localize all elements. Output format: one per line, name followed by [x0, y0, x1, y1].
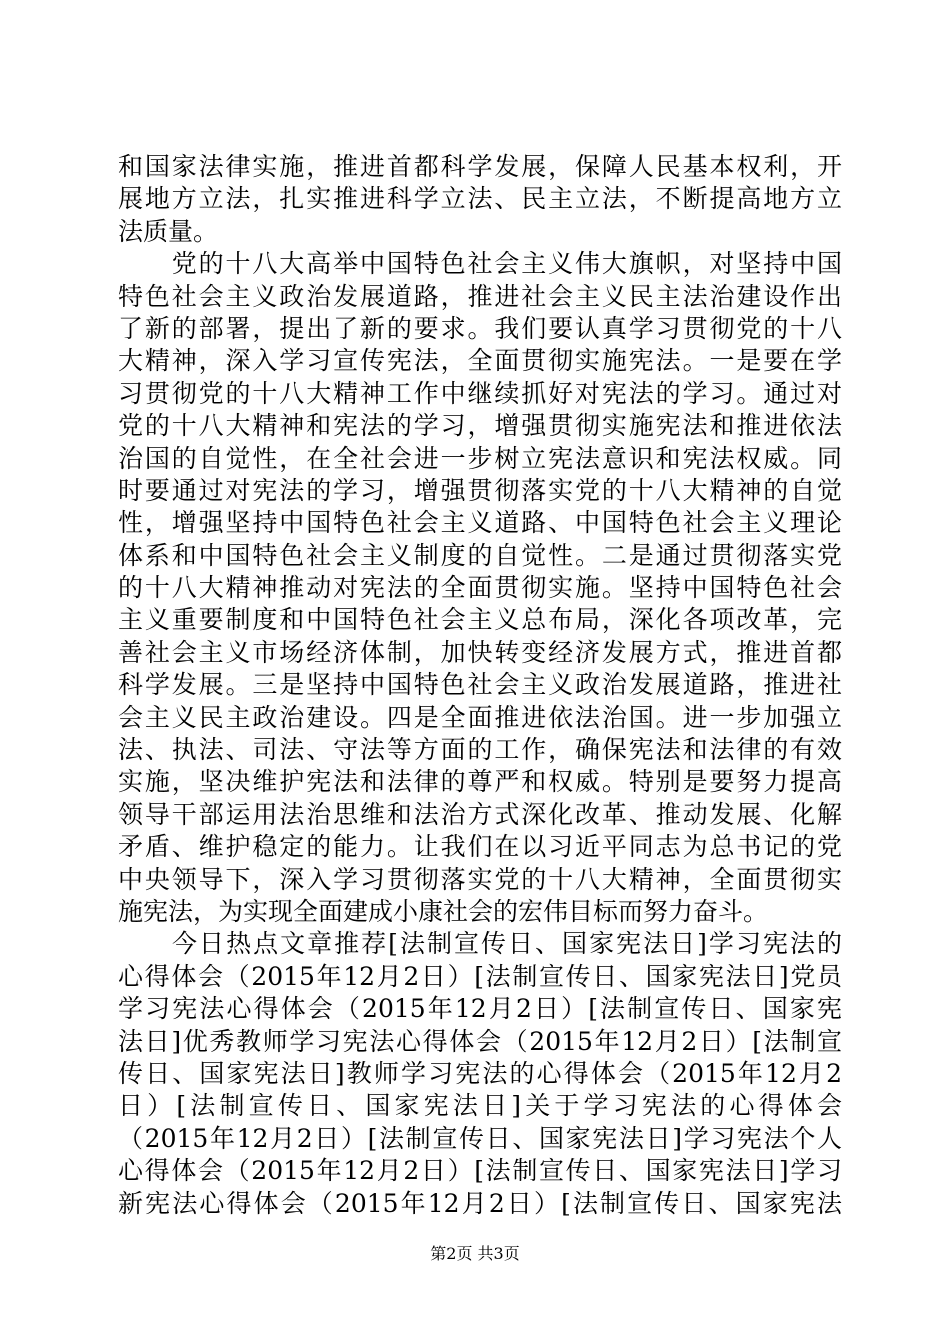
text-line: 今日热点文章推荐[法制宣传日、国家宪法日]学习宪法的 — [118, 929, 842, 959]
text-line: 会主义民主政治建设。四是全面推进依法治国。进一步加强立 — [118, 702, 842, 732]
text-line: 习贯彻党的十八大精神工作中继续抓好对宪法的学习。通过对 — [118, 378, 842, 408]
text-line: 展地方立法，扎实推进科学立法、民主立法，不断提高地方立 — [118, 184, 842, 214]
text-line: 治国的自觉性，在全社会进一步树立宪法意识和宪法权威。同 — [118, 443, 842, 473]
text-line: 中央领导下，深入学习贯彻落实党的十八大精神，全面贯彻实 — [118, 864, 842, 894]
text-line: 和国家法律实施，推进首都科学发展，保障人民基本权利，开 — [118, 152, 842, 181]
text-line: 时要通过对宪法的学习，增强贯彻落实党的十八大精神的自觉 — [118, 475, 842, 505]
text-line: 法质量。 — [118, 216, 219, 246]
text-line: 善社会主义市场经济体制，加快转变经济发展方式，推进首都 — [118, 637, 842, 667]
text-line: 心得体会（2015年12月2日）[法制宣传日、国家宪法日]学习 — [118, 1156, 842, 1186]
text-line: 科学发展。三是坚持中国特色社会主义政治发展道路，推进社 — [118, 670, 842, 700]
text-line: （2015年12月2日）[法制宣传日、国家宪法日]学习宪法个人 — [118, 1123, 842, 1153]
page-number-footer: 第2页 共3页 — [430, 1244, 520, 1263]
text-line: 特色社会主义政治发展道路，推进社会主义民主法治建设作出 — [118, 281, 842, 311]
text-line: 的十八大精神推动对宪法的全面贯彻实施。坚持中国特色社会 — [118, 573, 842, 603]
text-line: 心得体会（2015年12月2日）[法制宣传日、国家宪法日]党员 — [118, 961, 842, 991]
text-line: 矛盾、维护稳定的能力。让我们在以习近平同志为总书记的党 — [118, 832, 842, 862]
body-text — [118, 151, 842, 1220]
text-line: 传日、国家宪法日]教师学习宪法的心得体会（2015年12月2 — [118, 1058, 842, 1088]
text-line: 了新的部署，提出了新的要求。我们要认真学习贯彻党的十八 — [118, 313, 842, 343]
text-line: 大精神，深入学习宣传宪法，全面贯彻实施宪法。一是要在学 — [118, 346, 842, 376]
text-line: 施宪法，为实现全面建成小康社会的宏伟目标而努力奋斗。 — [118, 896, 769, 926]
text-line: 新宪法心得体会（2015年12月2日）[法制宣传日、国家宪法 — [118, 1188, 842, 1218]
text-line: 体系和中国特色社会主义制度的自觉性。二是通过贯彻落实党 — [118, 540, 842, 570]
text-line: 党的十八大精神和宪法的学习，增强贯彻实施宪法和推进依法 — [118, 411, 842, 441]
text-line: 领导干部运用法治思维和法治方式深化改革、推动发展、化解 — [118, 799, 842, 829]
text-line: 党的十八大高举中国特色社会主义伟大旗帜，对坚持中国 — [118, 249, 842, 279]
text-line: 实施，坚决维护宪法和法律的尊严和权威。特别是要努力提高 — [118, 767, 842, 797]
text-line: 日）[法制宣传日、国家宪法日]关于学习宪法的心得体会 — [118, 1091, 842, 1121]
text-line: 法日]优秀教师学习宪法心得体会（2015年12月2日）[法制宣 — [118, 1026, 842, 1056]
text-line: 学习宪法心得体会（2015年12月2日）[法制宣传日、国家宪 — [118, 994, 842, 1024]
text-line: 法、执法、司法、守法等方面的工作，确保宪法和法律的有效 — [118, 735, 842, 765]
text-line: 主义重要制度和中国特色社会主义总布局，深化各项改革，完 — [118, 605, 842, 635]
text-line: 性，增强坚持中国特色社会主义道路、中国特色社会主义理论 — [118, 508, 842, 538]
